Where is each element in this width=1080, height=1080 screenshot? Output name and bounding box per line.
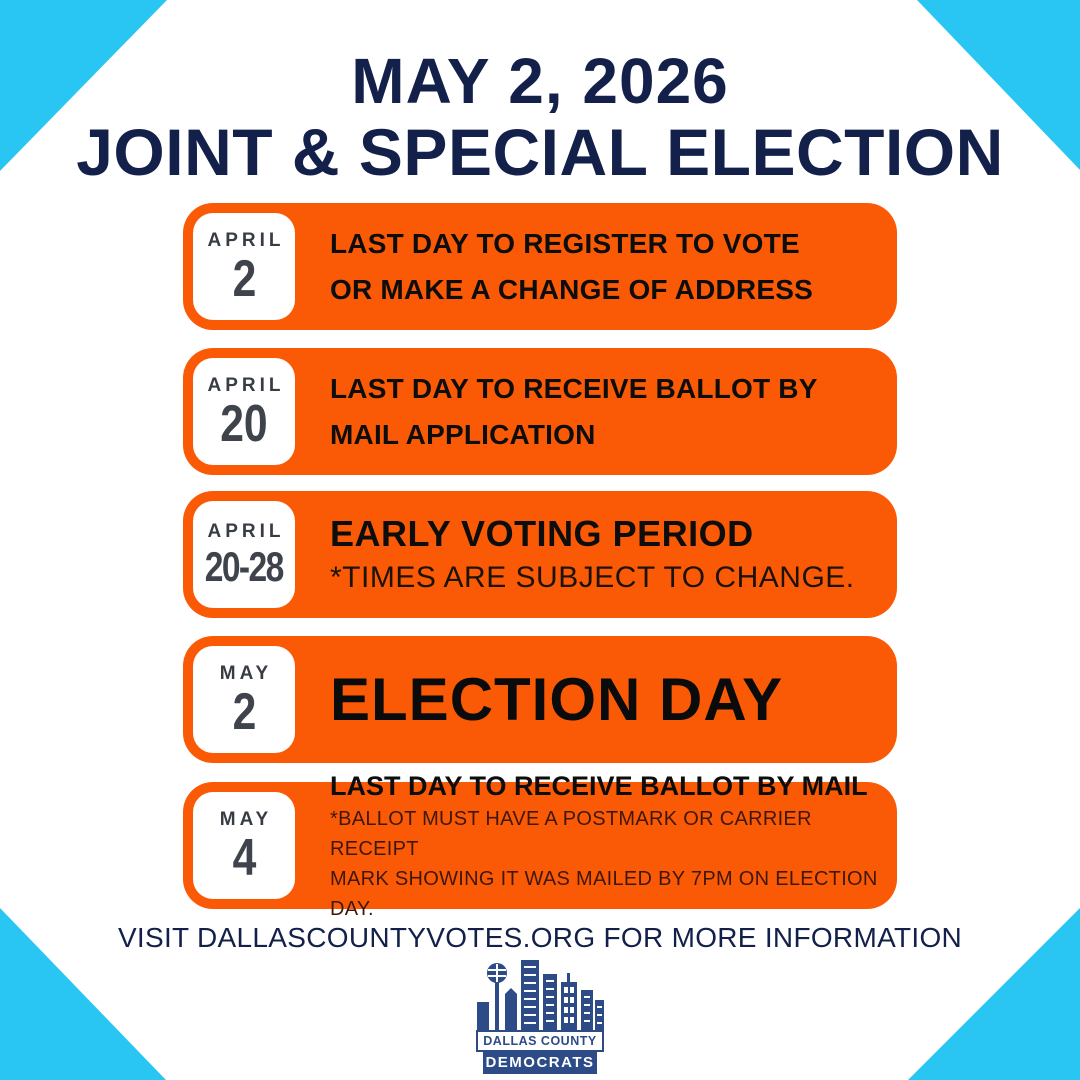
- event-card-ballot-application-deadline: [183, 348, 897, 475]
- dallas-county-democrats-logo: [473, 958, 607, 1074]
- title-date-line: MAY 2, 2026: [351, 45, 729, 117]
- event-card-early-voting: [183, 491, 897, 618]
- event-title-line: MAIL APPLICATION: [330, 418, 596, 450]
- footer-info-text: VISIT DALLASCOUNTYVOTES.ORG FOR MORE INFORMATION: [117, 922, 963, 953]
- event-title-line: LAST DAY TO REGISTER TO VOTE: [330, 227, 800, 259]
- month-label: APRIL: [207, 520, 285, 542]
- day-number: 4: [232, 828, 256, 887]
- month-label: APRIL: [207, 229, 285, 251]
- event-title-line: OR MAKE A CHANGE OF ADDRESS: [330, 273, 813, 305]
- date-badge: [193, 501, 295, 608]
- event-title-line: LAST DAY TO RECEIVE BALLOT BY: [330, 372, 818, 404]
- day-range: 20-28: [205, 542, 283, 590]
- event-card-content: [330, 491, 883, 618]
- dallas-skyline-icon: [475, 958, 605, 1030]
- date-badge: [193, 213, 295, 320]
- event-card-ballot-receive-deadline: [183, 770, 897, 920]
- event-title-line: ELECTION DAY: [330, 666, 784, 733]
- date-badge: [193, 646, 295, 753]
- month-label: MAY: [219, 662, 273, 684]
- event-note-line: MARK SHOWING IT WAS MAILED BY 7PM ON ELECTION DAY.: [330, 867, 878, 920]
- event-title-line: LAST DAY TO RECEIVE BALLOT BY MAIL: [330, 770, 868, 801]
- event-note-line: *BALLOT MUST HAVE A POSTMARK OR CARRIER RECEIPT: [330, 807, 812, 860]
- logo-org-label: DALLAS COUNTY: [476, 1030, 604, 1052]
- date-badge: [193, 358, 295, 465]
- logo-party-label: DEMOCRATS: [483, 1052, 597, 1074]
- event-card-election-day: [183, 636, 897, 763]
- event-title-line: EARLY VOTING PERIOD: [330, 512, 754, 554]
- title-election-line: JOINT & SPECIAL ELECTION: [76, 115, 1004, 189]
- day-number: 2: [232, 249, 256, 308]
- month-label: MAY: [219, 808, 273, 830]
- event-card-content: [330, 348, 883, 475]
- month-label: APRIL: [207, 374, 285, 396]
- date-badge: [193, 792, 295, 899]
- day-number: 2: [232, 682, 256, 741]
- event-card-register-deadline: [183, 203, 897, 330]
- page-title: [0, 46, 1080, 188]
- event-card-content: [330, 770, 883, 920]
- event-card-content: [330, 636, 883, 763]
- event-note-line: *TIMES ARE SUBJECT TO CHANGE.: [330, 560, 855, 594]
- event-card-content: [330, 203, 883, 330]
- day-number: 20: [220, 394, 268, 453]
